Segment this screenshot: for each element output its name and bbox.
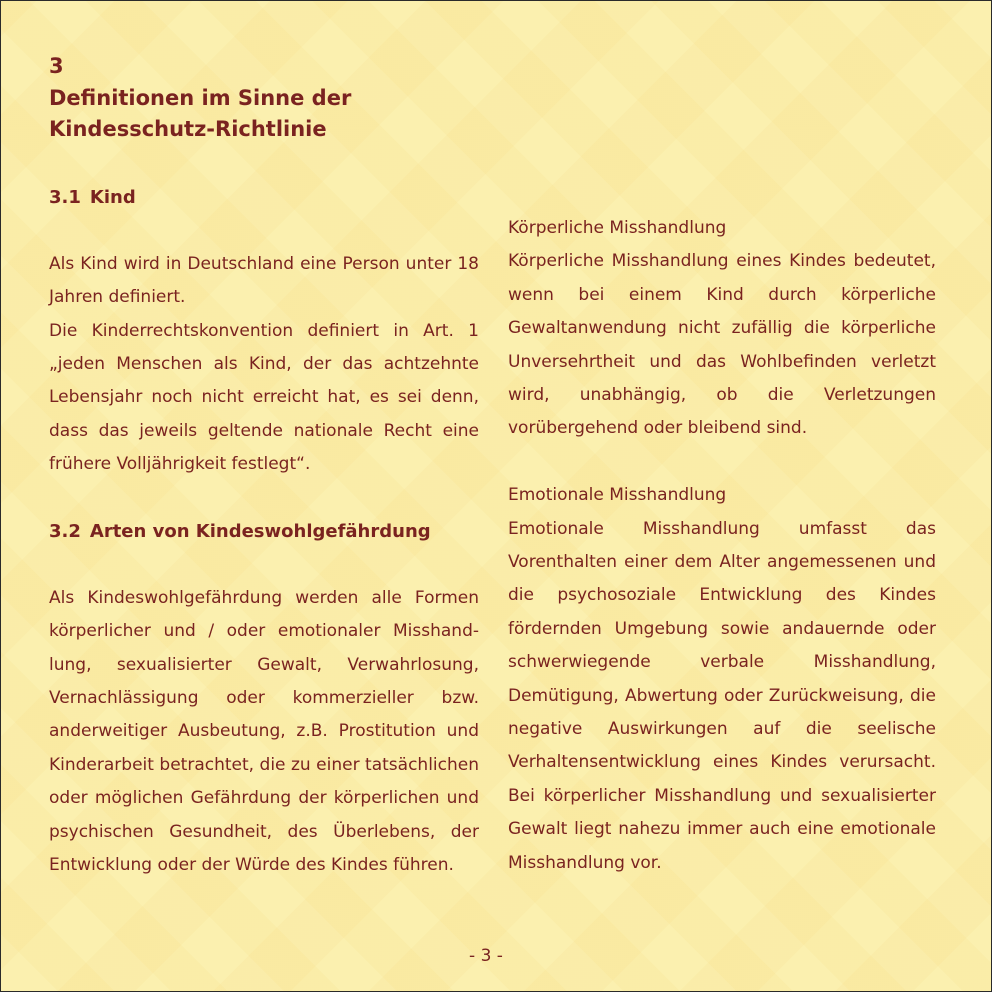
subheading-koerperliche-misshandlung: Körperliche Misshandlung	[508, 218, 727, 238]
section-title: Arten von Kindeswohlgefährdung	[89, 521, 431, 543]
chapter-number: 3	[49, 54, 64, 78]
page-number: - 3 -	[469, 946, 503, 966]
section-number: 3.1	[49, 187, 81, 208]
chapter-heading	[49, 51, 469, 146]
chapter-title-line-2: Kindesschutz-Richtlinie	[49, 117, 327, 141]
right-column	[508, 212, 936, 880]
section-heading-kind	[49, 181, 479, 214]
left-column	[49, 181, 479, 882]
section-heading-arten	[49, 515, 479, 548]
chapter-title-line-1: Definitionen im Sinne der	[49, 85, 352, 110]
paragraph-kinderrechtskonvention: Die Kinderrechtskonvention definiert in Art. 1 „jeden Menschen als Kind, der das achtzehnte Lebensjahr noch nicht erreicht hat, es sei denn, dass das jeweils geltende nationale Recht eine frühere Volljährigkeit festlegt“.	[49, 320, 479, 475]
paragraph-kindeswohlgefaehrdung: Als Kindeswohlgefährdung werden alle Formen körperlicher und / oder emotionaler Misshand-lung, sexualisierter Gewalt, Verwahrlosung, Vernachlässigung oder kommerzieller bzw. anderweitiger Ausbeutung, z.B. Prostitution und Kinderarbeit betrachtet, die zu einer tatsächlichen oder möglichen Gefährdung der körperlichen und psychischen Gesundheit, des Überlebens, der Entwicklung oder der Würde des Kindes führen.	[49, 587, 479, 876]
paragraph-kind-definition: Als Kind wird in Deutschland eine Person unter 18 Jahren definiert.	[49, 253, 479, 308]
subheading-emotionale-misshandlung: Emotionale Misshandlung	[508, 485, 727, 506]
paragraph-koerperliche-misshandlung: Körperliche Misshandlung eines Kindes bedeutet, wenn bei einem Kind durch körperliche Gewaltanwendung nicht zufällig die körperliche Unversehrtheit und das Wohlbefinden verletzt wird, unabhängig, ob die Verletzungen vorübergehend oder bleibend sind.	[508, 251, 936, 439]
section-number: 3.2	[49, 521, 81, 543]
section-title: Kind	[89, 187, 136, 208]
paragraph-emotionale-misshandlung: Emotionale Misshandlung umfasst das Vorenthalten einer dem Alter angemessenen und die psychosoziale Entwicklung des Kindes fördernden Umgebung sowie andauernde oder schwerwiegende verbale Misshandlung, Demütigung, Abwertung oder Zurückweisung, die negative Auswirkungen auf die seelische Verhaltensentwicklung eines Kindes verursacht. Bei körperlicher Misshandlung und sexualisierter Gewalt liegt nahezu immer auch eine emotionale Misshandlung vor.	[508, 518, 936, 873]
